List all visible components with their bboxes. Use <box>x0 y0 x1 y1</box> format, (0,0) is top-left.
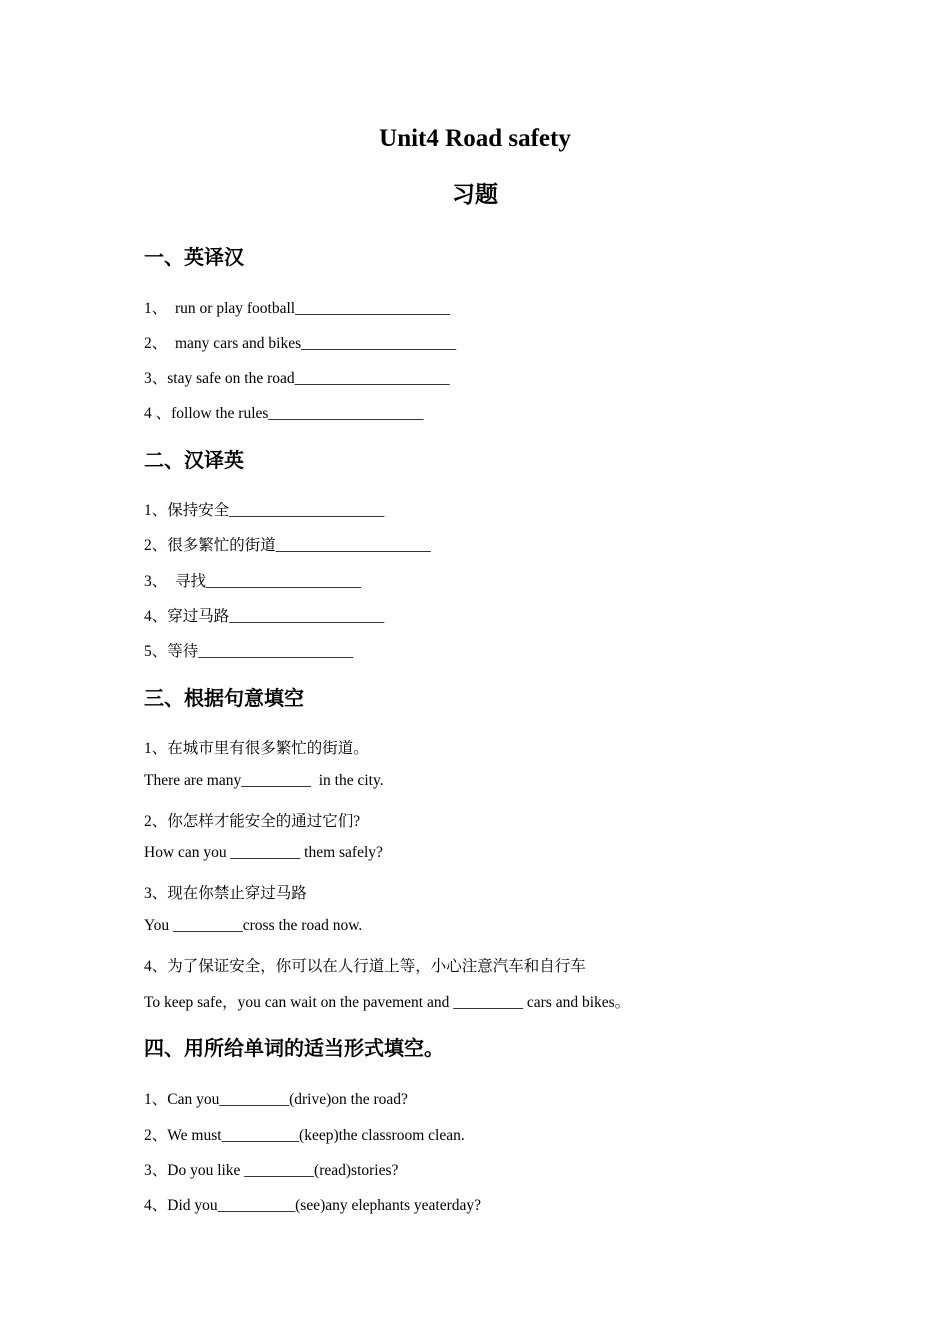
exercise-line: 3、Do you like _________(read)stories? <box>144 1162 399 1179</box>
section-heading: 四、用所给单词的适当形式填空。 <box>144 1036 444 1060</box>
exercise-line: There are many_________ in the city. <box>144 772 384 789</box>
page-subtitle: 习题 <box>452 182 498 208</box>
exercise-line: 1、保持安全____________________ <box>144 502 385 519</box>
exercise-line: 5、等待____________________ <box>144 643 354 660</box>
exercise-line: 4、为了保证安全，你可以在人行道上等，小心注意汽车和自行车 <box>144 958 586 975</box>
exercise-line: 4、穿过马路____________________ <box>144 608 385 625</box>
exercise-line: You _________cross the road now. <box>144 917 363 934</box>
exercise-line: 4、Did you__________(see)any elephants yeaterday? <box>144 1197 482 1214</box>
page-title: Unit4 Road safety <box>379 125 571 152</box>
exercise-line: 3、stay safe on the road____________________ <box>144 370 450 387</box>
exercise-line: 4 、follow the rules____________________ <box>144 405 424 422</box>
exercise-line: 1、在城市里有很多繁忙的街道。 <box>144 740 369 757</box>
exercise-line: 2、We must__________(keep)the classroom clean. <box>144 1127 465 1144</box>
section-heading: 一、英译汉 <box>144 245 244 269</box>
exercise-line: 1、Can you_________(drive)on the road? <box>144 1091 408 1108</box>
exercise-line: To keep safe，you can wait on the pavement and _________ cars and bikes。 <box>144 994 631 1011</box>
exercise-line: 2、很多繁忙的街道____________________ <box>144 537 431 554</box>
section-heading: 二、汉译英 <box>144 448 244 472</box>
exercise-line: How can you _________ them safely? <box>144 844 383 861</box>
section-heading: 三、根据句意填空 <box>144 686 304 710</box>
exercise-line: 3、 寻找____________________ <box>144 573 362 590</box>
exercise-line: 1、 run or play football____________________ <box>144 300 451 317</box>
exercise-line: 2、你怎样才能安全的通过它们? <box>144 813 361 830</box>
exercise-line: 3、现在你禁止穿过马路 <box>144 885 307 902</box>
exercise-line: 2、 many cars and bikes____________________ <box>144 335 457 352</box>
